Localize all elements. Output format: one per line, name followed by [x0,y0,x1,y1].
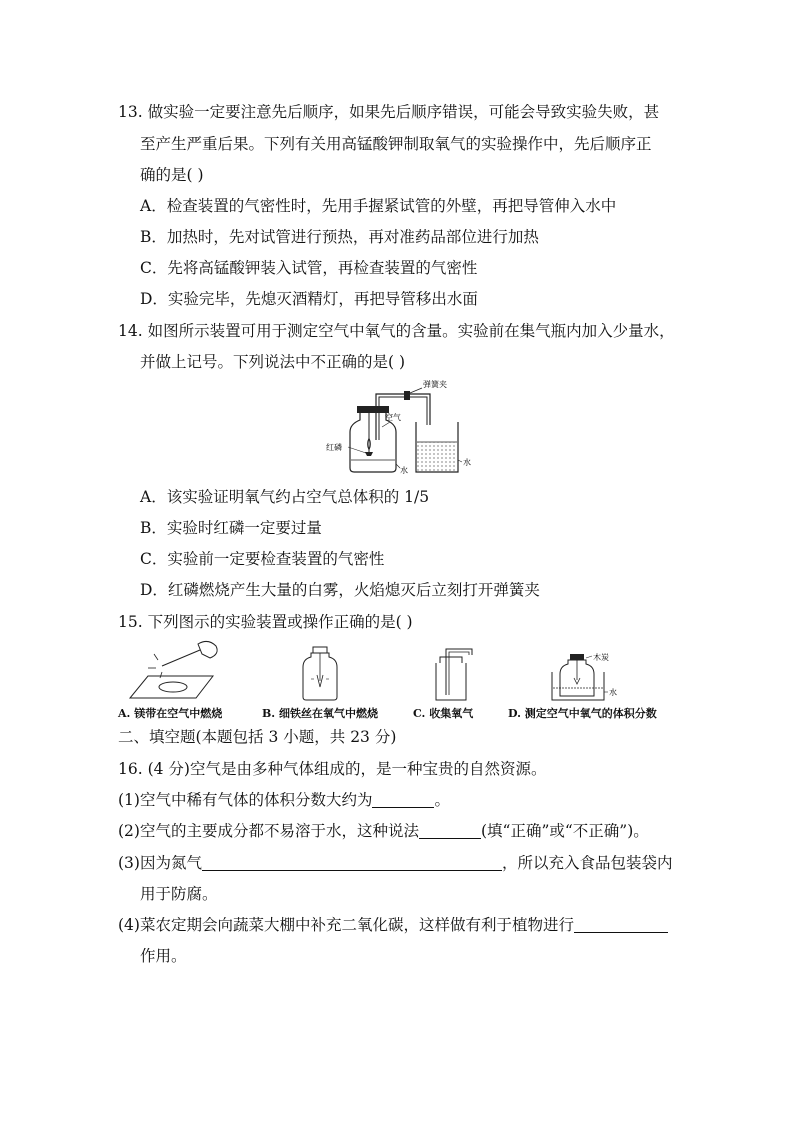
q16-part3-text: (3)因为氮气 [118,854,202,872]
q13-line3: 确的是( ) [140,166,204,184]
q16-part4-text: (4)菜农定期会向蔬菜大棚中补充二氧化碳，这样做有利于植物进行 [118,916,574,934]
q16-part1-text: (1)空气中稀有气体的体积分数大约为 [118,791,373,809]
label-red-phosphorus: 红磷 [326,443,342,452]
q16-part1-end: 。 [434,791,450,809]
label-air: 空气 [385,413,401,422]
q15-caption-a: A. 镁带在空气中燃烧 [118,707,223,720]
q13-option-b: B．加热时，先对试管进行预热，再对准药品部位进行加热 [140,228,539,246]
q14-option-c: C．实验前一定要检查装置的气密性 [140,550,385,568]
q15-caption-c: C. 收集氧气 [413,707,474,720]
answer-blank-2[interactable] [419,822,481,839]
q16-part4-line2: 作用。 [140,947,187,965]
q15-caption-b: B. 细铁丝在氧气中燃烧 [262,707,378,720]
q14-option-d: D．红磷燃烧产生大量的白雾，火焰熄灭后立刻打开弹簧夹 [140,581,540,599]
q15-line1: 15. 下列图示的实验装置或操作正确的是( ) [118,613,413,631]
q14-apparatus-figure [320,380,480,480]
q16-intro: 16. (4 分)空气是由多种气体组成的，是一种宝贵的自然资源。 [118,760,547,778]
q13-option-a: A．检查装置的气密性时，先用手握紧试管的外壁，再把导管伸入水中 [140,197,617,215]
q14-line2: 并做上记号。下列说法中不正确的是( ) [140,353,406,371]
q13-line2: 至产生严重后果。下列有关用高锰酸钾制取氧气的实验操作中，先后顺序正 [140,135,652,153]
q16-part3-end: ，所以充入食品包装袋内 [501,854,673,872]
answer-blank-4[interactable] [574,916,668,933]
q14-option-a: A．该实验证明氧气约占空气总体积的 1/5 [140,488,430,506]
spring-clip [404,391,410,400]
q16-part2 [118,820,678,842]
q15-figure-a [118,636,228,702]
q14-line1: 14. 如图所示装置可用于测定空气中氧气的含量。实验前在集气瓶内加入少量水， [118,322,675,340]
section-heading-fill-in: 二、填空题(本题包括 3 小题，共 23 分) [118,728,397,746]
q16-part2-end: (填“正确”或“不正确”)。 [480,822,649,840]
q13-option-c: C．先将高锰酸钾装入试管，再检查装置的气密性 [140,259,478,277]
q16-part3-line2: 用于防腐。 [140,885,218,903]
q16-part4 [118,914,678,936]
q16-part1 [118,789,678,811]
stopper [357,406,389,413]
label-spring-clip: 弹簧夹 [423,380,447,389]
answer-blank-3[interactable] [202,854,502,871]
q15-figure-c [426,645,476,703]
q15-figure-b [295,645,345,703]
answer-blank-1[interactable] [372,791,434,808]
label-water-d: 水 [609,688,617,697]
label-water-beaker: 水 [463,458,471,467]
q15-caption-d: D. 测定空气中氧气的体积分数 [508,707,657,720]
q13-line1: 13. 做实验一定要注意先后顺序，如果先后顺序错误，可能会导致实验失败，甚 [118,103,660,121]
q16-part3 [118,852,678,874]
q16-part2-text: (2)空气的主要成分都不易溶于水，这种说法 [118,822,419,840]
q14-option-b: B．实验时红磷一定要过量 [140,519,322,537]
label-water-bottle: 水 [400,466,408,475]
label-charcoal: 木炭 [593,653,609,662]
q13-option-d: D．实验完毕，先熄灭酒精灯，再把导管移出水面 [140,290,478,308]
q15-figure-d [548,652,628,704]
